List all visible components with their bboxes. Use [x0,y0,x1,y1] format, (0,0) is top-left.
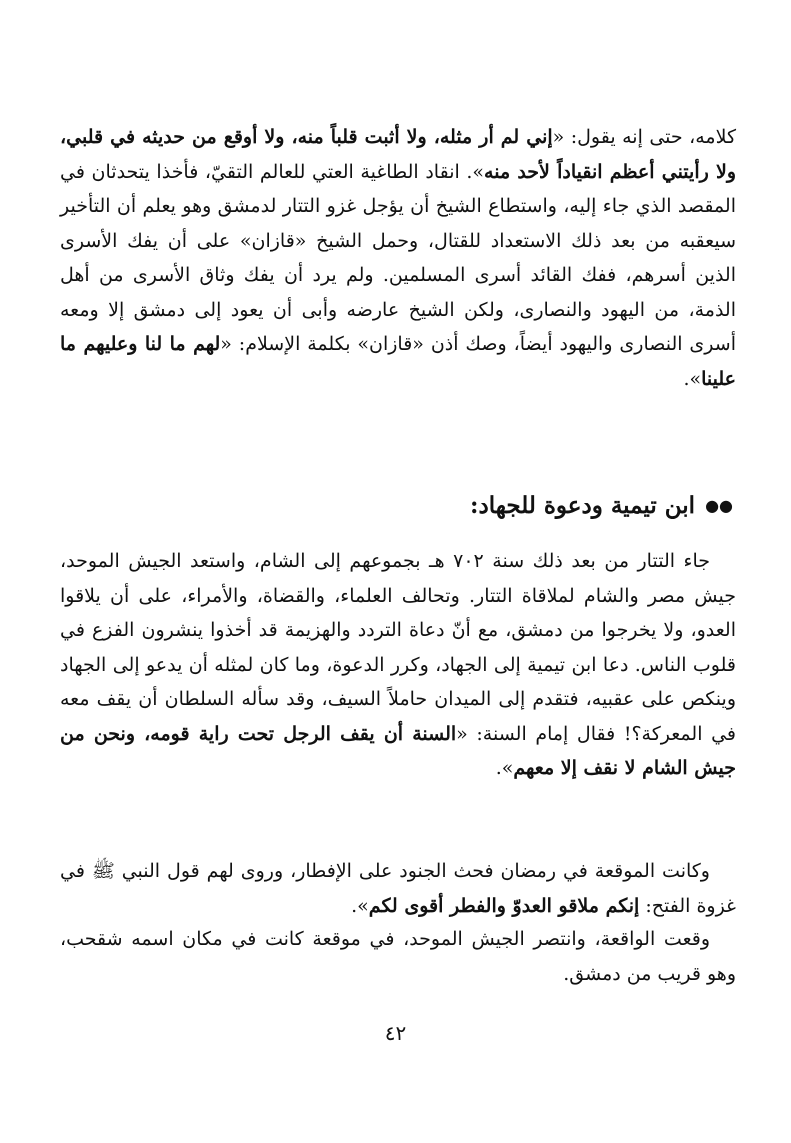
text-segment: ». انقاد الطاغية العتي للعالم التقيّ، فأخذا يتحدثان في المقصد الذي جاء إليه، واستطاع الشيخ أن يؤجل غزو التتار لدمشق وهو يعلم أن التأخير سيعقبه من بعد ذلك الاستعداد للقتال، وحمل الشيخ «قازان» على أن يفك الأسرى الذين أسرهم، ففك القائد أسرى المسلمين. ولم يرد أن يفك وثاق الأسرى من أهل الذمة، من اليهود والنصارى، ولكن الشيخ عارضه وأبى أن يعود إلى دمشق إلا ومعه أسرى النصارى واليهود أيضاً، وصك أذن «قازان» بكلمة الإسلام: « [60,160,736,355]
text-segment: وقعت الواقعة، وانتصر الجيش الموحد، في موقعة كانت في مكان اسمه شقحب، وهو قريب من دمشق. [60,928,736,985]
quote-emphasis: لهم ما لنا وعليهم ما علينا [60,333,736,390]
text-segment: ». [351,894,369,917]
paragraph-ramadan-battle [60,854,736,923]
text-segment: كلامه، حتى إنه يقول: « [552,126,736,148]
paragraph-victory [60,922,736,991]
paragraph-kazan-meeting [60,120,736,396]
text-segment: ». [495,757,514,779]
quote-emphasis: السنة أن يقف الرجل تحت راية قومه، ونحن من جيش الشام لا نقف إلا معهم [60,722,736,779]
text-segment: وكانت الموقعة في رمضان فحث الجنود على الإفطار، وروى لهم قول النبي ﷺ في غزوة الفتح: [60,860,736,917]
quote-emphasis: إنكم ملاقو العدوّ والفطر أقوى لكم [368,894,640,917]
section-heading-text: ابن تيمية ودعوة للجهاد: [470,492,696,519]
paragraph-text [60,854,736,923]
text-segment: جاء التتار من بعد ذلك سنة ٧٠٢ هـ بجموعهم إلى الشام، واستعد الجيش الموحد، جيش مصر والشام لملاقاة التتار. وتحالف العلماء، والقضاة، والأمراء، على أن يلاقوا العدو، ولا يخرجوا من دمشق، مع أنّ دعاة التردد والهزيمة قد أخذوا ينشرون الفزع في قلوب الناس. دعا ابن تيمية إلى الجهاد، وكرر الدعوة، وما كان لمثله أن يدعو إلى الجهاد وينكص على عقبيه، فتقدم إلى الميدان حاملاً السيف، وقد سأله السلطان أن يقف معه في المعركة؟! فقال إمام السنة: « [60,550,736,745]
section-heading [470,486,733,526]
quote-emphasis: إني لم أر مثله، ولا أثبت قلباً منه، ولا أوقع من حديثه في قلبي، ولا رأيتني أعظم انقياداً لأحد منه [60,126,736,183]
paragraph-text [60,544,736,786]
paragraph-text [60,922,736,991]
paragraph-jihad-call [60,544,736,786]
text-segment: ». [683,367,702,390]
paragraph-text [60,120,736,396]
heading-bullet-icon: ●● [705,496,733,515]
page-number: ٤٢ [384,1021,407,1045]
